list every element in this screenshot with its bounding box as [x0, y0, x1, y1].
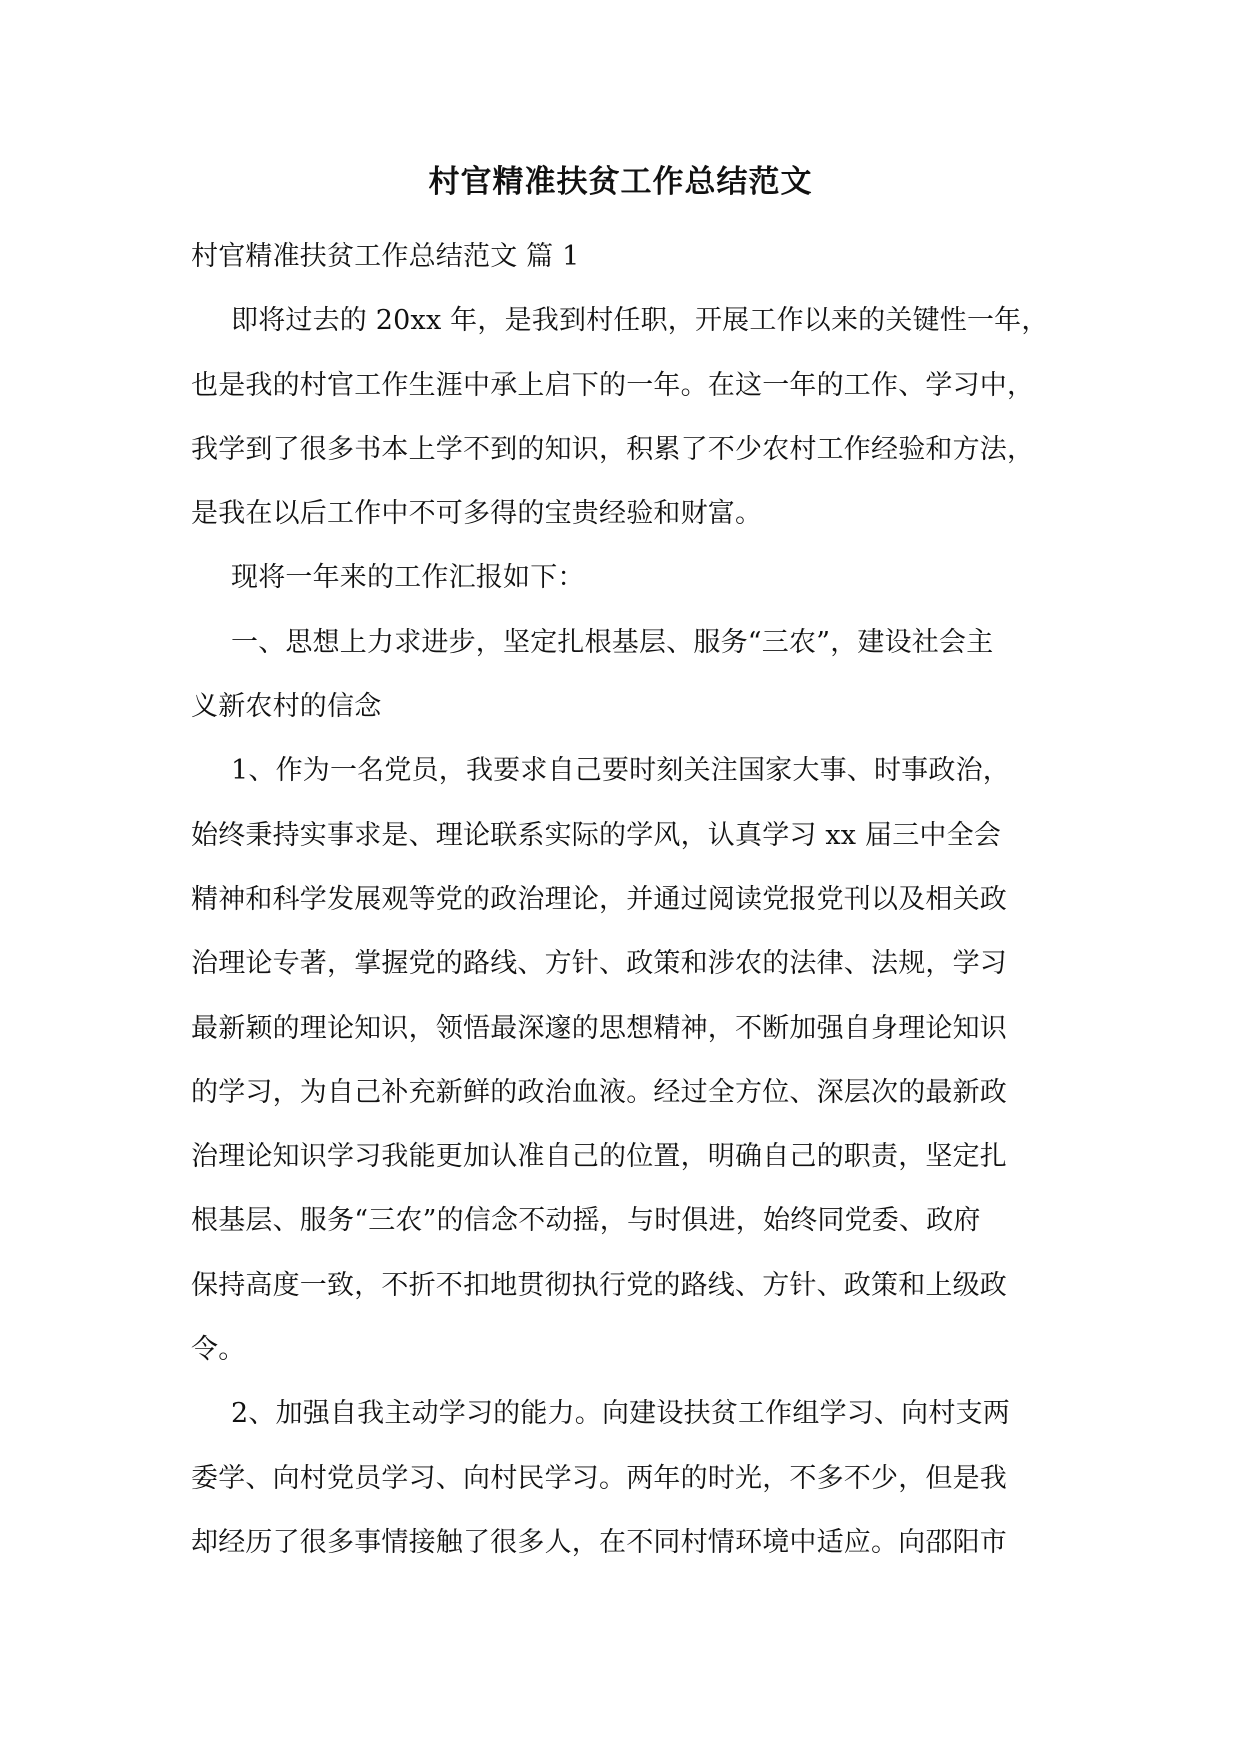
paragraph-line: 2、加强自我主动学习的能力。向建设扶贫工作组学习、向村支两 — [231, 1398, 1010, 1430]
document-body — [191, 225, 1061, 1575]
paragraph-line: 令。 — [191, 1334, 246, 1366]
paragraph-line: 保持高度一致，不折不扣地贯彻执行党的路线、方针、政策和上级政 — [191, 1269, 1007, 1301]
paragraph-line: 治理论专著，掌握党的路线、方针、政策和涉农的法律、法规，学习 — [191, 948, 1007, 980]
paragraph-line: 却经历了很多事情接触了很多人，在不同村情环境中适应。向邵阳市 — [191, 1526, 1007, 1558]
section-heading: 村官精准扶贫工作总结范文 篇 1 — [191, 241, 580, 272]
paragraph-line: 义新农村的信念 — [191, 691, 382, 723]
paragraph-line: 是我在以后工作中不可多得的宝贵经验和财富。 — [191, 498, 763, 530]
paragraph-line: 1、作为一名党员，我要求自己要时刻关注国家大事、时事政治， — [231, 755, 1010, 787]
paragraph-line: 现将一年来的工作汇报如下： — [231, 562, 585, 594]
document-title: 村官精准扶贫工作总结范文 — [428, 164, 813, 200]
paragraph-line: 最新颖的理论知识，领悟最深邃的思想精神，不断加强自身理论知识 — [191, 1012, 1007, 1044]
paragraph-line: 治理论知识学习我能更加认准自己的位置，明确自己的职责，坚定扎 — [191, 1141, 1007, 1173]
paragraph-line: 根基层、服务“三农”的信念不动摇，与时俱进，始终同党委、政府 — [191, 1205, 981, 1237]
paragraph-line: 的学习，为自己补充新鲜的政治血液。经过全方位、深层次的最新政 — [191, 1076, 1007, 1108]
paragraph-line: 精神和科学发展观等党的政治理论，并通过阅读党报党刊以及相关政 — [191, 883, 1007, 915]
paragraph-line: 始终秉持实事求是、理论联系实际的学风，认真学习 xx 届三中全会 — [191, 819, 1002, 851]
paragraph-line: 一、思想上力求进步，坚定扎根基层、服务“三农”，建设社会主 — [231, 626, 994, 658]
paragraph-line: 我学到了很多书本上学不到的知识，积累了不少农村工作经验和方法， — [191, 433, 1035, 465]
paragraph-line: 即将过去的 20xx 年，是我到村任职，开展工作以来的关键性一年， — [231, 305, 1049, 337]
paragraph-line: 委学、向村党员学习、向村民学习。两年的时光，不多不少，但是我 — [191, 1462, 1007, 1494]
paragraph-line: 也是我的村官工作生涯中承上启下的一年。在这一年的工作、学习中， — [191, 369, 1035, 401]
